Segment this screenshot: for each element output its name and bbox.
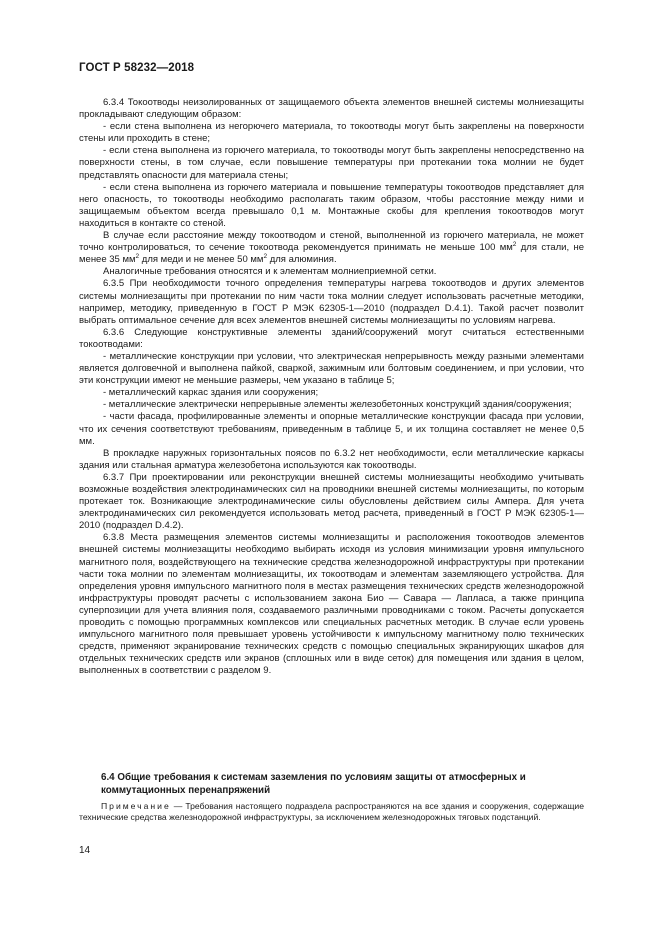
note-label: Примечание [101, 801, 171, 811]
list-item: - металлический каркас здания или сооружения; [103, 387, 319, 399]
list-item: - металлические электрически непрерывные элементы железобетонных конструкций здания/сооружения; [103, 399, 572, 411]
note-text: — Требования настоящего подраздела распространяются на все здания и сооружения, содержащие технические средства железнодорожной инфраструктуры, за исключением железнодорожных тяговых подстанций. [79, 801, 584, 822]
paragraph-6-3-8: 6.3.8 Места размещения элементов системы молниезащиты и расположения токоотводов элементов внешней системы молниезащиты необходимо выбирать исходя из условия минимизации уровня импульсного магнитного поля, воздействующего на технические средства железнодорожной инфраструктуры при протекании части тока молнии по элементам молниезащиты, их токоотводам и элементам заземляющего устройства. Для определения уровня импульсного магнитного поля в местах размещения технических средств железнодорожной инфраструктуры проводят расчеты с использованием закона Био — Савара — Лапласа, а также принципа суперпозиции для учета влияния поля, создаваемого различными проводниками с током. Расчеты допускается проводить с помощью программных комплексов или специальных расчетных методик. В случае если уровень импульсного магнитного поля превышает уровень устойчивости к импульсному магнитному полю технических средств, применяют экранирование технических средств с помощью специальных экранирующих шкафов для отдельных технических средств или экранов (сплошных или в виде сеток) для помещения или здания в целом, выполненных в соответствии с разделом 9. [79, 532, 584, 677]
superscript: 2 [512, 240, 517, 248]
text-span: для алюминия. [267, 254, 337, 266]
document-body [79, 97, 584, 678]
superscript: 2 [263, 253, 268, 261]
note [79, 801, 584, 823]
text-span: для меди и не менее 50 мм [139, 254, 264, 266]
document-header: ГОСТ Р 58232—2018 [79, 62, 195, 74]
list-item: - части фасада, профилированные элементы и опорные металлические конструкции фасада при условии, что их сечения соответствуют требованиям, приведенным в таблице 5, и их толщина составляет не менее 0,5 мм. [79, 411, 584, 447]
paragraph-6-3-5: 6.3.5 При необходимости точного определения температуры нагрева токоотводов и других элементов системы молниезащиты при протекании по ним части тока молнии следует использовать расчетные методики, например, методику, приведенную в ГОСТ Р МЭК 62305-1—2010 (подраздел D.4.1). Такой расчет позволит выбрать оптимальное сечение для всех элементов внешней системы молниезащиты по условиям нагрева. [79, 278, 584, 326]
page-number: 14 [79, 845, 91, 856]
superscript: 2 [135, 253, 140, 261]
paragraph-6-3-7: 6.3.7 При проектировании или реконструкции внешней системы молниезащиты необходимо учитывать возможные воздействия электродинамических сил на проводники внешней системы молниезащиты, по которым протекает ток. Возникающие электродинамические силы обусловлены действием силы Ампера. Для учета электродинамических сил рекомендуется использовать метод расчета, приведенный в ГОСТ Р МЭК 62305-1—2010 (подраздел D.4.2). [79, 471, 584, 532]
list-item: - металлические конструкции при условии, что электрическая непрерывность между разными элементами является долговечной и выполнена пайкой, сваркой, зажимным или болтовым соединением, и при условии, что эти конструкции имеют не меньшие размеры, чем указано в таблице 5; [79, 350, 584, 387]
paragraph-6-3-6: 6.3.6 Следующие конструктивные элементы зданий/сооружений могут считаться естественными токоотводами: [79, 326, 584, 350]
paragraph-mesh: Аналогичные требования относятся и к элементам молниеприемной сетки. [103, 266, 437, 278]
list-item: - если стена выполнена из горючего материала и повышение температуры токоотводов представляет для него опасность, то токоотводы необходимо располагать таким образом, чтобы расстояние между ними и защищаемым объектом всегда превышало 0,1 м. Монтажные скобы для крепления токоотводов могут находиться в контакте со стеной. [79, 181, 584, 229]
paragraph-6-3-4: 6.3.4 Токоотводы неизолированных от защищаемого объекта элементов внешней системы молниезащиты прокладывают следующим образом: [79, 97, 584, 121]
paragraph-horizontal-belts: В прокладке наружных горизонтальных поясов по 6.3.2 нет необходимости, если металлические каркасы здания или стальная арматура железобетона используются как токоотводы. [79, 447, 584, 471]
text-span: для стали, не менее 35 мм [79, 242, 585, 266]
list-item: - если стена выполнена из горючего материала, то токоотводы могут быть закреплены непосредственно на поверхности стены, в том случае, если повышение температуры при протекании тока молнии не будет представлять опасности для материала стены; [79, 145, 584, 181]
paragraph-wall-distance [79, 230, 584, 266]
section-6-4-title: 6.4 Общие требования к системам заземления по условиям защиты от атмосферных и коммутационных перенапряжений [101, 772, 526, 796]
list-item: - если стена выполнена из негорючего материала, то токоотводы могут быть закреплены на поверхности стены или проходить в стене; [79, 121, 584, 145]
text-span: В случае если расстояние между токоотводом и стеной, выполненной из горючего материала, не может точно контролироваться, то сечение токоотвода рекомендуется принимать не меньше 100 мм [79, 230, 584, 254]
